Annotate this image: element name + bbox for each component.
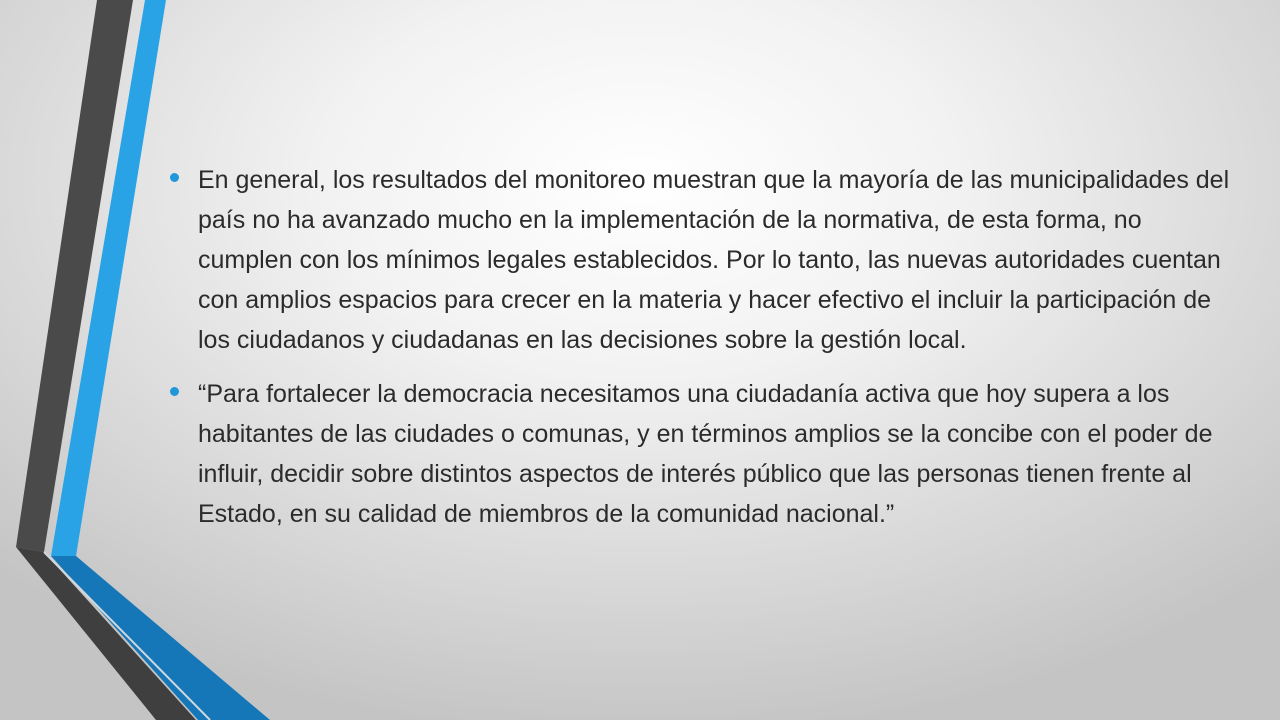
dark-stripe-lower	[16, 547, 196, 720]
bullet-text: En general, los resultados del monitoreo muestran que la mayoría de las municipalidades del país no ha avanzado mucho en la implementación de la normativa, de esta forma, no cumplen con los mínimos legales establecidos. Por lo tanto, las nuevas autoridades cuentan con amplios espacios para crecer en la materia y hacer efectivo el incluir la participación de los ciudadanos y ciudadanas en las decisiones sobre la gestión local.	[198, 166, 1230, 354]
bullet-dot-icon	[170, 387, 179, 396]
highlight-line	[44, 552, 210, 720]
bullet-dot-icon	[170, 173, 179, 182]
bullet-item-2	[170, 374, 1230, 534]
bullet-text: “Para fortalecer la democracia necesitamos una ciudadanía activa que hoy supera a los habitantes de las ciudades o comunas, y en términos amplios se la concibe con el poder de influir, decidir sobre distintos aspectos de interés público que las personas tienen frente al Estado, en su calidad de miembros de la comunidad nacional.”	[198, 380, 1213, 528]
bullet-item-1	[170, 160, 1230, 360]
slide-body	[170, 160, 1230, 548]
